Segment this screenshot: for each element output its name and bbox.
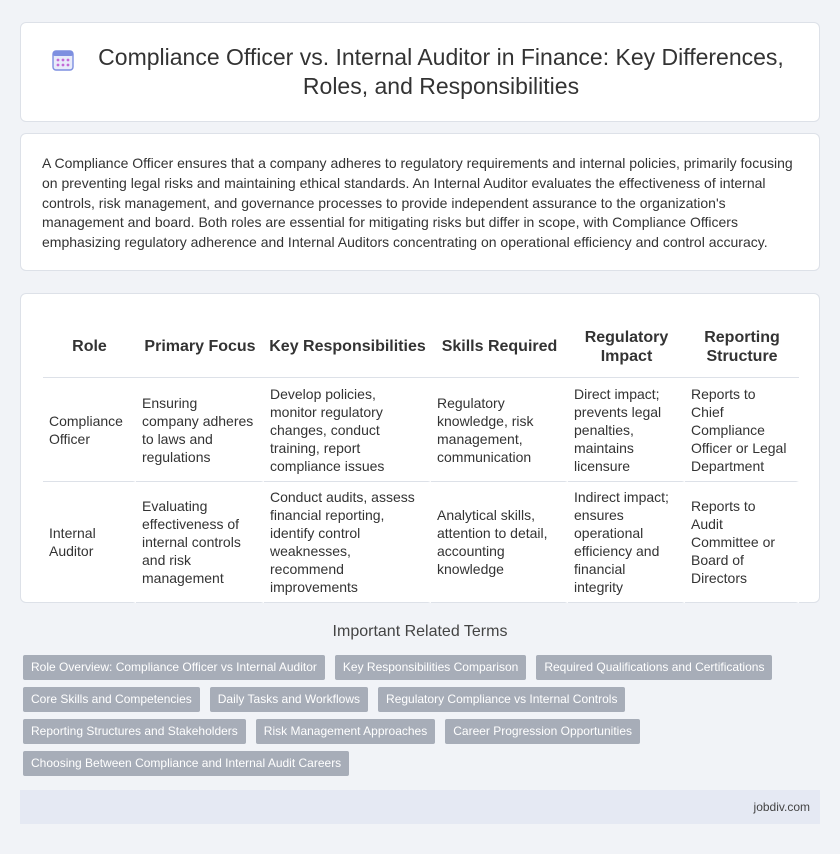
table-cell: Conduct audits, assess financial reporting, identify control weaknesses, recommend improvements (264, 482, 431, 603)
table-cell: Reports to Chief Compliance Officer or Legal Department (685, 378, 799, 482)
table-cell: Evaluating effectiveness of internal controls and risk management (136, 482, 264, 603)
footer-site-link[interactable]: jobdiv.com (753, 800, 810, 814)
column-header-skills-required: Skills Required (431, 316, 568, 378)
related-terms-tags (23, 655, 813, 783)
column-header-role: Role (43, 316, 136, 378)
related-term-tag[interactable]: Career Progression Opportunities (445, 719, 640, 744)
related-term-tag[interactable]: Choosing Between Compliance and Internal Audit Careers (23, 751, 349, 776)
column-header-regulatory-impact: Regulatory Impact (568, 316, 685, 378)
related-term-tag[interactable]: Key Responsibilities Comparison (335, 655, 526, 680)
table-cell: Direct impact; prevents legal penalties, maintains licensure (568, 378, 685, 482)
related-terms-title: Important Related Terms (332, 623, 508, 640)
table-cell: Internal Auditor (43, 482, 136, 603)
column-header-reporting-structure: Reporting Structure (685, 316, 799, 378)
page-title: Compliance Officer vs. Internal Auditor in Finance: Key Differences, Roles, and Responsibilities (98, 44, 784, 99)
related-term-tag[interactable]: Role Overview: Compliance Officer vs Internal Auditor (23, 655, 325, 680)
related-term-tag[interactable]: Reporting Structures and Stakeholders (23, 719, 246, 744)
table-header-row (43, 316, 799, 378)
table-row (43, 482, 799, 603)
related-term-tag[interactable]: Risk Management Approaches (256, 719, 435, 744)
related-term-tag[interactable]: Core Skills and Competencies (23, 687, 200, 712)
intro-card (20, 133, 820, 271)
table-cell: Analytical skills, attention to detail, accounting knowledge (431, 482, 568, 603)
header-card (20, 22, 820, 122)
table-cell: Regulatory knowledge, risk management, communication (431, 378, 568, 482)
comparison-table (43, 316, 799, 603)
table-cell: Indirect impact; ensures operational efficiency and financial integrity (568, 482, 685, 603)
related-term-tag[interactable]: Regulatory Compliance vs Internal Controls (378, 687, 625, 712)
table-cell: Compliance Officer (43, 378, 136, 482)
footer (20, 790, 820, 824)
column-header-primary-focus: Primary Focus (136, 316, 264, 378)
table-cell: Reports to Audit Committee or Board of Directors (685, 482, 799, 603)
intro-paragraph: A Compliance Officer ensures that a company adheres to regulatory requirements and internal policies, primarily focusing on preventing legal risks and maintaining ethical standards. An Internal Auditor evaluates the effectiveness of internal controls, risk management, and governance processes to provide independent assurance to the organization's management and board. Both roles are essential for mitigating risks but differ in scope, with Compliance Officers emphasizing regulatory adherence and Internal Auditors concentrating on operational efficiency and control accuracy. (42, 155, 793, 251)
table-cell: Develop policies, monitor regulatory changes, conduct training, report compliance issues (264, 378, 431, 482)
calendar-grid-icon (51, 48, 75, 72)
related-term-tag[interactable]: Daily Tasks and Workflows (210, 687, 368, 712)
comparison-table-card (20, 293, 820, 603)
table-row (43, 378, 799, 482)
column-header-key-responsibilities: Key Responsibilities (264, 316, 431, 378)
related-term-tag[interactable]: Required Qualifications and Certifications (536, 655, 772, 680)
table-cell: Ensuring company adheres to laws and regulations (136, 378, 264, 482)
